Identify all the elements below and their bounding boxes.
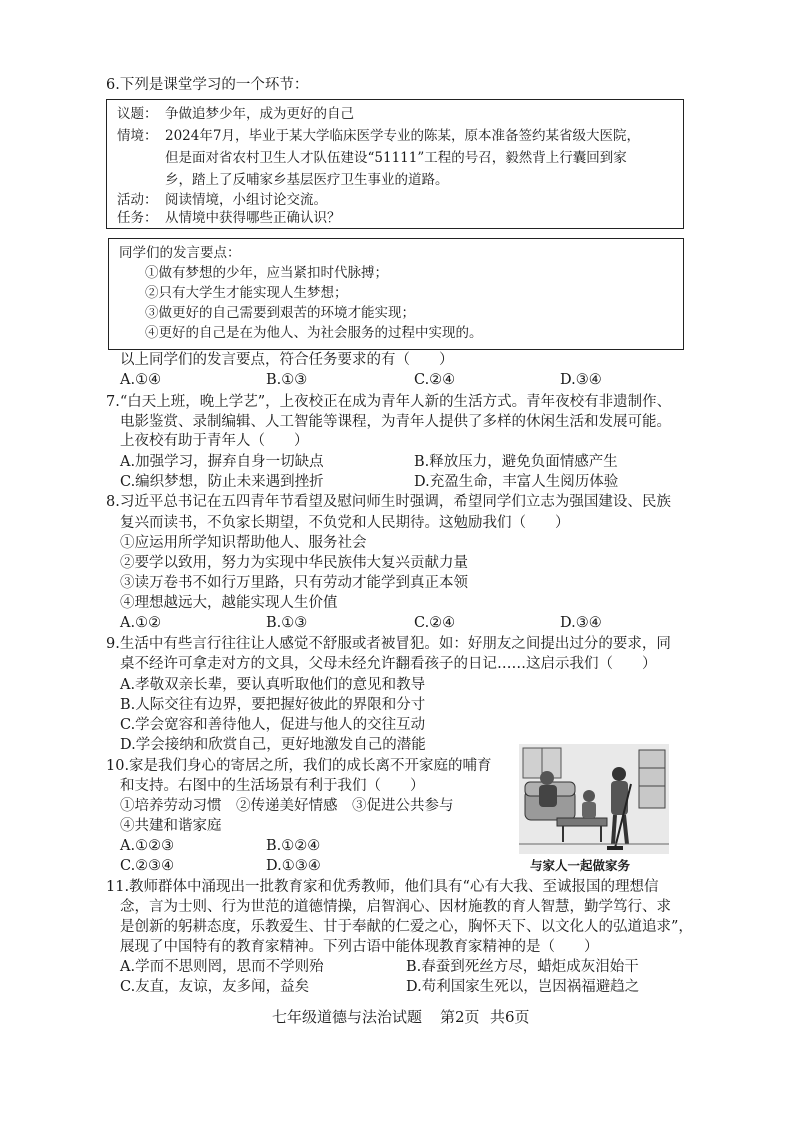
q9-option-c: C.学会宽容和善待他人，促进与他人的交往互动 [120, 717, 426, 733]
q6-situation-line1: 2024年7月，毕业于某大学临床医学专业的陈某，原本准备签约某省级大医院， [165, 128, 640, 144]
q6-situation-line3: 乡，踏上了反哺家乡基层医疗卫生事业的道路。 [165, 172, 449, 188]
q8-option-c: C.②④ [414, 615, 456, 631]
q6-activity-label: 活动： [117, 192, 158, 208]
q11-option-c: C.友直，友谅，友多闻，益矣 [120, 979, 310, 995]
q6-option-b: B.①③ [266, 372, 308, 388]
q8-option-a: A.①② [120, 615, 162, 631]
q8-statement-3: ③读万卷书不如行万里路，只有劳动才能学到真正本领 [120, 575, 468, 591]
q6-activity: 阅读情境，小组讨论交流。 [165, 192, 327, 208]
footer-page: 第2页 [440, 1008, 480, 1026]
q9-line2: 桌不经许可拿走对方的文具，父母未经允许翻看孩子的日记……这启示我们（ ） [120, 656, 657, 672]
q8-option-b: B.①③ [266, 615, 308, 631]
q6-option-d: D.③④ [560, 372, 602, 388]
q7-line1: 7.“白天上班，晚上学艺”，上夜校正在成为青年人新的生活方式。青年夜校有非遗制作、 [106, 394, 672, 410]
q10-statements-line1: ①培养劳动习惯 ②传递美好情感 ③促进公共参与 [120, 798, 454, 814]
q11-line1: 11.教师群体中涌现出一批教育家和优秀教师，他们具有“心有大我、至诚报国的理想信 [106, 879, 659, 895]
q6-option-a: A.①④ [120, 372, 162, 388]
q8-statement-2: ②要学以致用，努力为实现中华民族伟大复兴贡献力量 [120, 555, 468, 571]
q6-points-title: 同学们的发言要点： [119, 245, 241, 261]
q6-point-3: ③做更好的自己需要到艰苦的环境才能实现； [145, 305, 415, 321]
q6-task: 从情境中获得哪些正确认识？ [165, 210, 341, 226]
q6-stem: 6.下列是课堂学习的一个环节： [106, 77, 309, 93]
q6-point-1: ①做有梦想的少年，应当紧扣时代脉搏； [145, 265, 388, 281]
q11-line3: 是创新的躬耕态度，乐教爱生、甘于奉献的仁爱之心，胸怀天下、以文化人的弘道追求”， [120, 919, 693, 935]
q8-statement-1: ①应运用所学知识帮助他人、服务社会 [120, 535, 367, 551]
q6-point-2: ②只有大学生才能实现人生梦想； [145, 285, 348, 301]
q6-question: 以上同学们的发言要点，符合任务要求的有（ ） [120, 352, 454, 368]
q7-option-b: B.释放压力，避免负面情感产生 [414, 454, 618, 470]
footer-total: 共6页 [490, 1008, 530, 1026]
q7-option-c: C.编织梦想，防止未来遇到挫折 [120, 474, 324, 490]
q7-line3: 上夜校有助于青年人（ ） [120, 433, 309, 449]
q11-line2: 念，言为士则、行为世范的道德情操，启智润心、因材施教的育人智慧，勤学笃行、求 [120, 899, 671, 915]
q10-option-b: B.①②④ [266, 838, 321, 854]
q10-line2: 和支持。右图中的生活场景有利于我们（ ） [120, 778, 425, 794]
q6-task-label: 任务： [117, 210, 158, 226]
q7-option-a: A.加强学习，摒弃自身一切缺点 [120, 454, 324, 470]
q6-topic: 争做追梦少年，成为更好的自己 [165, 106, 354, 122]
q10-option-c: C.②③④ [120, 858, 175, 874]
q7-line2: 电影鉴赏、录制编辑、人工智能等课程，为青年人提供了多样的休闲生活和发展可能。 [120, 414, 671, 430]
q7-option-d: D.充盈生命，丰富人生阅历体验 [414, 474, 619, 490]
q10-statements-line2: ④共建和谐家庭 [120, 818, 222, 834]
q6-option-c: C.②④ [414, 372, 456, 388]
q6-topic-label: 议题： [117, 106, 158, 122]
q11-line4: 展现了中国特有的教育家精神。下列古语中能体现教育家精神的是（ ） [120, 939, 599, 955]
q9-option-d: D.学会接纳和欣赏自己，更好地激发自己的潜能 [120, 737, 426, 753]
q10-option-d: D.①③④ [266, 858, 321, 874]
q10-option-a: A.①②③ [120, 838, 175, 854]
image-caption: 与家人一起做家务 [530, 858, 631, 873]
q9-option-b: B.人际交往有边界，要把握好彼此的界限和分寸 [120, 697, 426, 713]
q9-option-a: A.孝敬双亲长辈，要认真听取他们的意见和教导 [120, 677, 426, 693]
footer-subject: 七年级道德与法治试题 [272, 1008, 423, 1026]
q8-line2: 复兴而读书，不负家长期望，不负党和人民期待。这勉励我们（ ） [120, 515, 570, 531]
q6-context-box [106, 99, 684, 229]
q6-situation-label: 情境： [117, 128, 158, 144]
q6-situation-line2: 但是面对省农村卫生人才队伍建设“51111”工程的号召，毅然背上行囊回到家 [165, 150, 627, 166]
q6-point-4: ④更好的自己是在为他人、为社会服务的过程中实现的。 [145, 325, 483, 341]
q6-points-box [108, 238, 684, 350]
q10-line1: 10.家是我们身心的寄居之所，我们的成长离不开家庭的哺育 [106, 758, 492, 774]
q11-option-a: A.学而不思则罔，思而不学则殆 [120, 959, 324, 975]
q8-option-d: D.③④ [560, 615, 602, 631]
q9-line1: 9.生活中有些言行往往让人感觉不舒服或者被冒犯。如：好朋友之间提出过分的要求，同 [106, 636, 671, 652]
family-chores-illustration [519, 744, 669, 854]
q8-statement-4: ④理想越远大，越能实现人生价值 [120, 595, 338, 611]
q11-option-d: D.苟利国家生死以，岂因祸福避趋之 [406, 979, 640, 995]
q8-line1: 8.习近平总书记在五四青年节看望及慰问师生时强调，希望同学们立志为强国建设、民族 [106, 494, 671, 510]
q11-option-b: B.春蚕到死丝方尽，蜡炬成灰泪始干 [406, 959, 639, 975]
